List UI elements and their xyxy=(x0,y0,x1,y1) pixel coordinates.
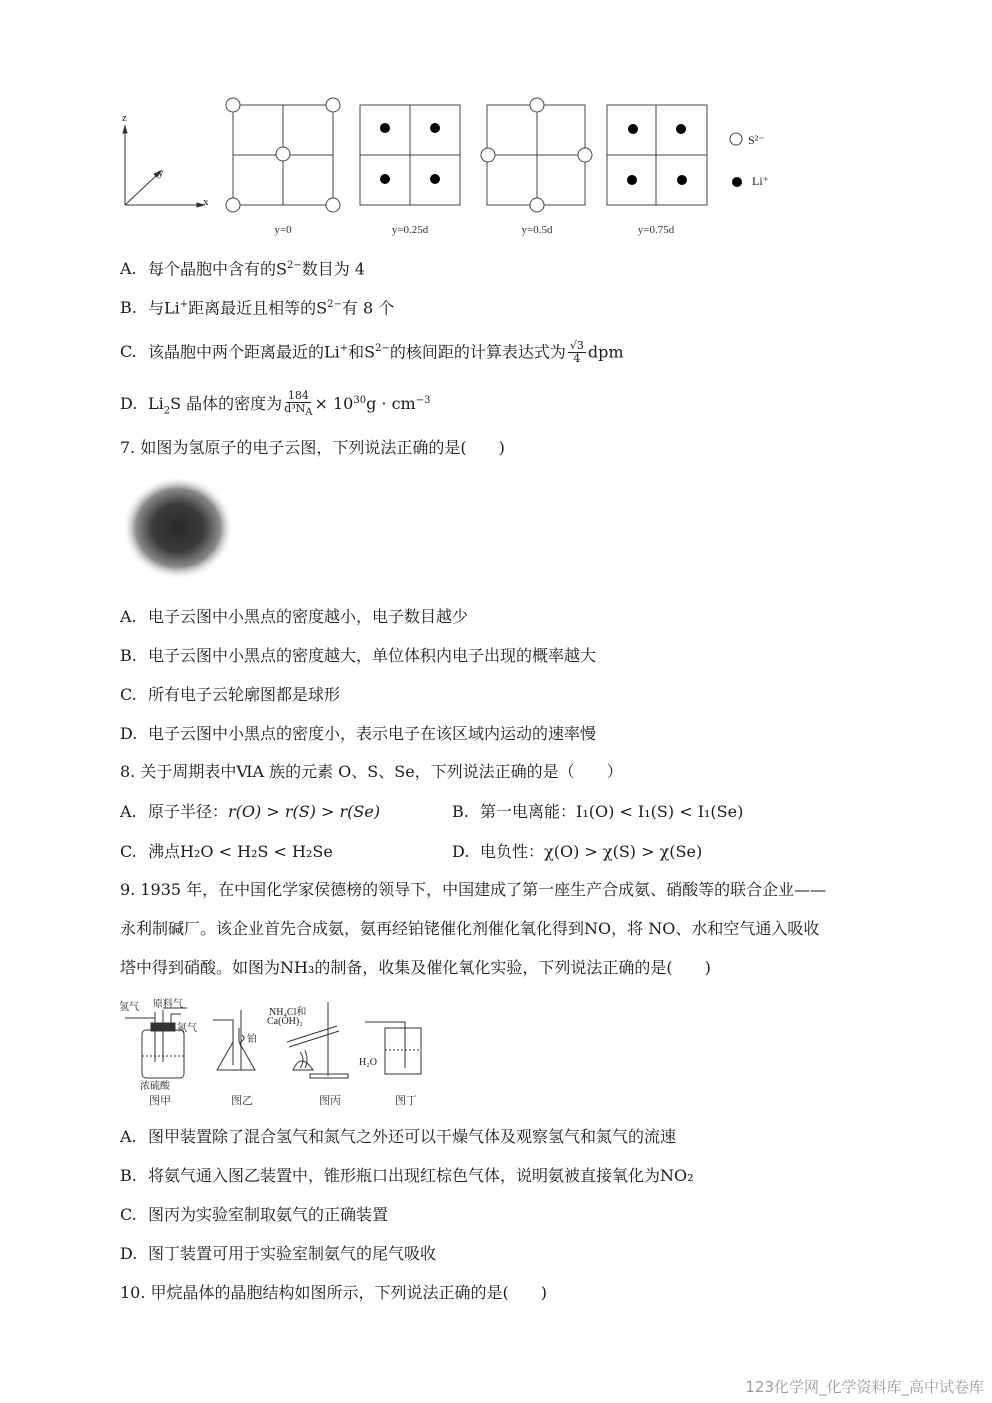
q9-option-c: C. 图丙为实验室制取氨气的正确装置 xyxy=(120,1205,389,1224)
q6-option-a: A. 每个晶胞中含有的$S^{2-}$数目为 4 xyxy=(120,259,365,279)
q7-stem: 7. 如图为氢原子的电子云图，下列说法正确的是( ) xyxy=(120,438,505,457)
q6-option-c: C. 该晶胞中两个距离最近的Li+和$S^{2-}$的核间距的计算表达式为 $\frac{√3}{4}$ dpm xyxy=(120,339,624,366)
s2-legend-icon xyxy=(730,133,742,145)
slice-caption: y=0.25d xyxy=(391,224,429,236)
label-hydrogen: 氢气 xyxy=(119,1002,139,1013)
fraction: $\frac{√3}{4}$ xyxy=(569,339,584,366)
q8-option-a: A. 原子半径：r(O) > r(S) > r(Se) xyxy=(120,802,381,821)
legend-s2-label: S²⁻ xyxy=(748,133,765,147)
crystal-slice-diagram xyxy=(110,90,810,250)
slice-caption: y=0 xyxy=(274,224,292,236)
figure-caption: 图乙 xyxy=(231,1095,253,1107)
legend-li-label: Li⁺ xyxy=(752,174,769,188)
axis-y-label: y xyxy=(158,167,164,179)
figure-caption: 图甲 xyxy=(149,1095,171,1107)
q9-stem-line: 塔中得到硝酸。如图为NH₃的制备，收集及催化氧化实验，下列说法正确的是( ) xyxy=(120,958,711,977)
label-raw-gas: 原料气 xyxy=(153,999,183,1010)
q9-stem-line: 永利制碱厂。该企业首先合成氨，氨再经铂铑催化剂催化氧化得到NO，将 NO、水和空气通入吸收 xyxy=(120,919,820,938)
q6-option-d: D. $Li_2S$ 晶体的密度为 $\frac{184}{d^3N_A}$ × $10^{30}g \cdot cm^{-3}$ xyxy=(120,389,431,419)
slice-caption: y=0.5d xyxy=(521,224,553,236)
q6-option-b: B. 与Li+距离最近且相等的$S^{2-}$有 8 个 xyxy=(120,298,395,318)
q7-option-d: D. 电子云图中小黑点的密度小，表示电子在该区域内运动的速率慢 xyxy=(120,724,597,743)
slice-caption: y=0.75d xyxy=(637,224,675,236)
label-water: H₂O xyxy=(359,1057,377,1068)
figure-caption: 图丁 xyxy=(395,1095,417,1107)
label-reagent-1: NH₄Cl和 xyxy=(269,1007,307,1018)
label-nitrogen: 氮气 xyxy=(177,1023,197,1034)
figure-caption: 图丙 xyxy=(319,1095,341,1107)
axis-x-label: x xyxy=(203,196,209,208)
label-conc-acid: 浓硫酸 xyxy=(140,1081,170,1092)
q10-stem: 10. 甲烷晶体的晶胞结构如图所示，下列说法正确的是( ) xyxy=(120,1283,548,1302)
q8-option-d: D. 电负性：χ(O) > χ(S) > χ(Se) xyxy=(452,842,703,861)
q9-option-b: B. 将氨气通入图乙装置中，锥形瓶口出现红棕色气体，说明氨被直接氧化为NO₂ xyxy=(120,1166,694,1185)
electron-cloud-image xyxy=(120,478,235,588)
q9-option-d: D. 图丁装置可用于实验室制氨气的尾气吸收 xyxy=(120,1244,437,1263)
watermark: 123化学网_化学资料库_高中试卷库 xyxy=(745,1378,984,1396)
label-reagent-2: Ca(OH)₂ xyxy=(267,1016,303,1027)
label-platinum: 铂 xyxy=(247,1034,257,1045)
q7-option-a: A. 电子云图中小黑点的密度越小，电子数目越少 xyxy=(120,607,469,626)
q7-option-b: B. 电子云图中小黑点的密度越大，单位体积内电子出现的概率越大 xyxy=(120,646,597,665)
q9-stem-line: 9. 1935 年，在中国化学家侯德榜的领导下，中国建成了第一座生产合成氨、硝酸等的联合企业—— xyxy=(120,880,827,899)
fraction: $\frac{184}{d^3N_A}$ xyxy=(284,389,313,419)
q8-option-c: C. 沸点H₂O < H₂S < H₂Se xyxy=(120,842,333,861)
axis-z-label: z xyxy=(122,112,127,124)
q8-option-b: B. 第一电离能：I₁(O) < I₁(S) < I₁(Se) xyxy=(452,802,744,821)
q7-option-c: C. 所有电子云轮廓图都是球形 xyxy=(120,685,341,704)
q8-stem: 8. 关于周期表中ⅥA 族的元素 O、S、Se，下列说法正确的是（ ） xyxy=(120,762,623,781)
q9-option-a: A. 图甲装置除了混合氢气和氮气之外还可以干燥气体及观察氢气和氮气的流速 xyxy=(120,1127,677,1146)
li-legend-icon xyxy=(732,177,742,187)
